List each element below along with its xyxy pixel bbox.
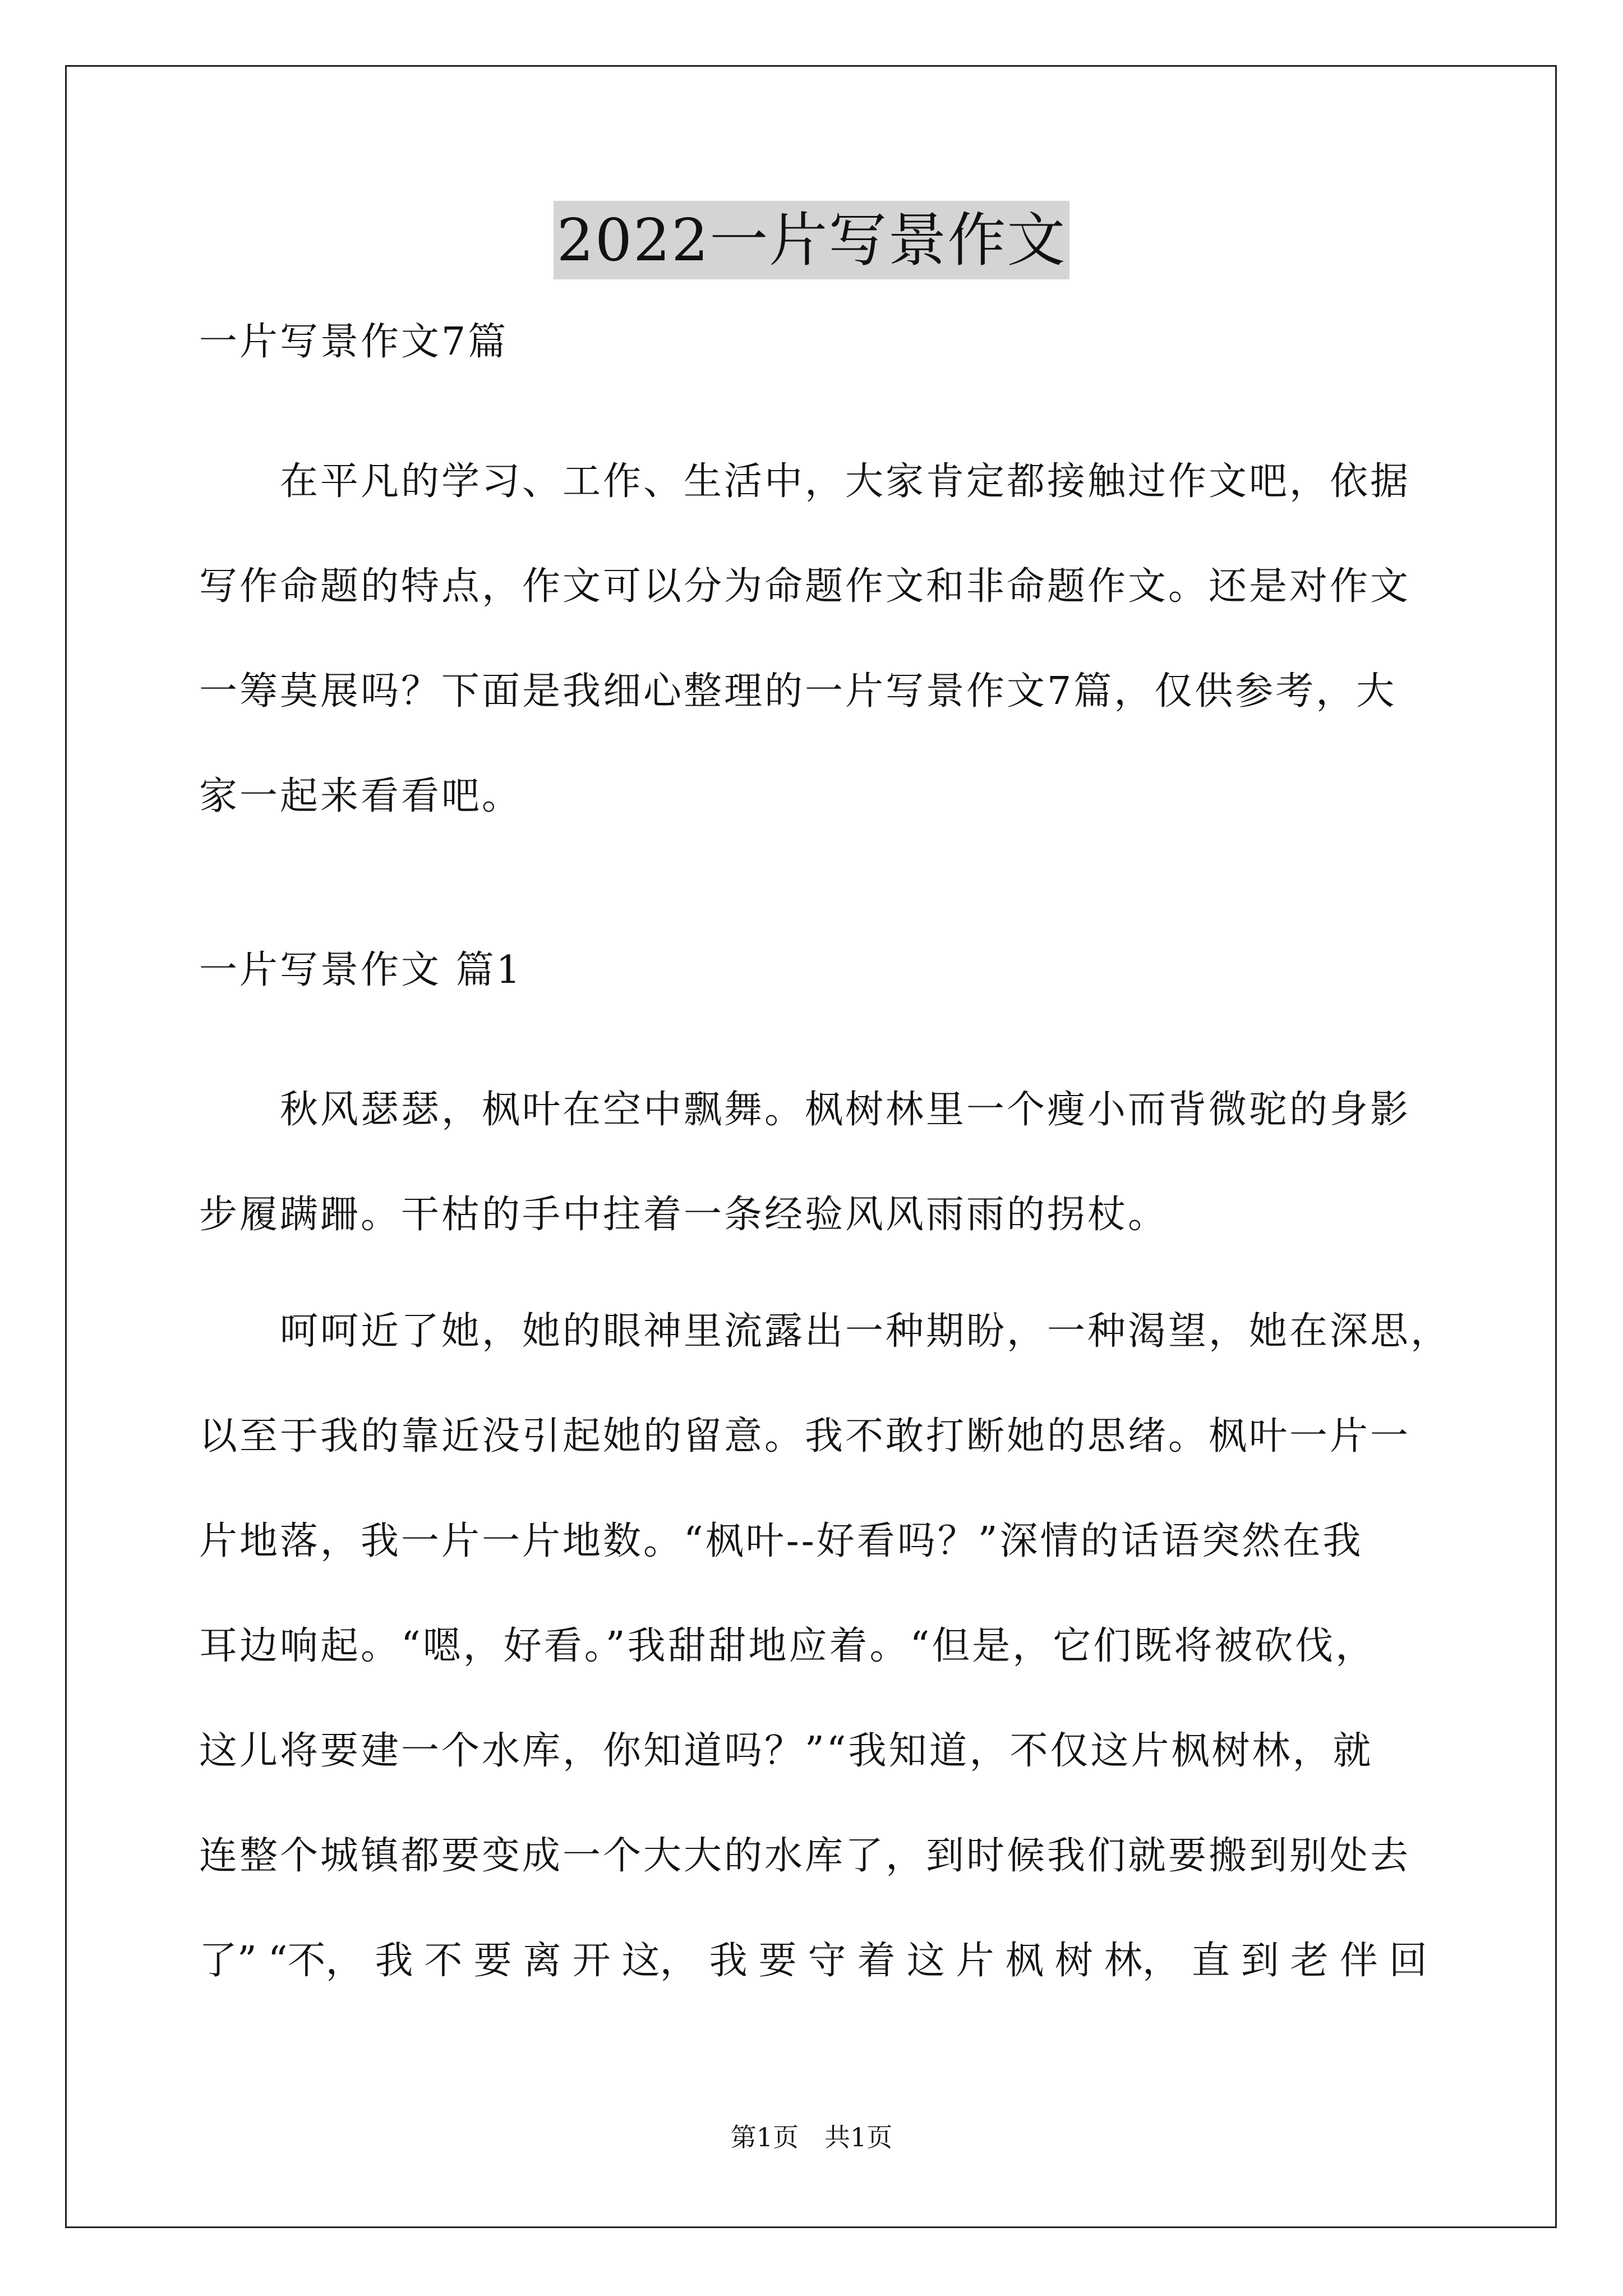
paragraph-line: 连整个城镇都要变成一个大大的水库了，到时候我们就要搬到别处去 xyxy=(199,1834,1411,1878)
section-heading: 一片写景作文 篇1 xyxy=(199,948,523,992)
justified-word: 我 xyxy=(375,1939,413,1983)
justified-word: 伴 xyxy=(1339,1939,1378,1983)
justified-word: 直 xyxy=(1191,1939,1230,1983)
justified-word: 这 xyxy=(906,1939,945,1983)
paragraph-line: 写作命题的特点，作文可以分为命题作文和非命题作文。还是对作文 xyxy=(199,564,1411,609)
paragraph-line: 秋风瑟瑟，枫叶在空中飘舞。枫树林里一个瘦小而背微驼的身影 xyxy=(199,1088,1411,1132)
paragraph-line-justified xyxy=(199,1908,1427,2013)
justified-word: 要 xyxy=(758,1939,797,1983)
justified-word: 片 xyxy=(956,1939,994,1983)
justified-word: 这， xyxy=(621,1939,698,1983)
paragraph-line: 一筹莫展吗？下面是我细心整理的一片写景作文7篇，仅供参考，大 xyxy=(199,669,1397,714)
justified-word: 林， xyxy=(1104,1939,1181,1983)
document-subtitle: 一片写景作文7篇 xyxy=(199,320,509,364)
paragraph-line: 家一起来看看吧。 xyxy=(199,774,523,818)
document-title: 2022一片写景作文 xyxy=(554,201,1070,279)
intro-paragraph xyxy=(199,429,1427,849)
justified-word: 树 xyxy=(1054,1939,1093,1983)
justified-word: 我 xyxy=(709,1939,748,1983)
justified-word: 开 xyxy=(572,1939,611,1983)
justified-word: 枫 xyxy=(1005,1939,1044,1983)
paragraph-line: 呵呵近了她，她的眼神里流露出一种期盼，一种渴望，她在深思， xyxy=(199,1309,1451,1354)
justified-word: 到 xyxy=(1241,1939,1279,1983)
paragraph-line: 以至于我的靠近没引起她的留意。我不敢打断她的思绪。枫叶一片一 xyxy=(199,1414,1411,1458)
justified-word: 离 xyxy=(523,1939,561,1983)
title-wrap xyxy=(0,201,1623,279)
justified-word: 了” xyxy=(199,1939,257,1983)
justified-word: 回 xyxy=(1389,1939,1427,1983)
paragraph-line: 在平凡的学习、工作、生活中，大家肯定都接触过作文吧，依据 xyxy=(199,459,1411,504)
justified-word: 老 xyxy=(1290,1939,1329,1983)
paragraph-2 xyxy=(199,1279,1451,2013)
paragraph-line: 步履蹒跚。干枯的手中拄着一条经验风风雨雨的拐杖。 xyxy=(199,1193,1169,1237)
paragraph-line: 这儿将要建一个水库，你知道吗？”“我知道，不仅这片枫树林，就 xyxy=(199,1729,1373,1773)
justified-word: “不， xyxy=(268,1939,364,1983)
paragraph-1 xyxy=(199,1057,1427,1267)
justified-word: 着 xyxy=(857,1939,896,1983)
page-footer: 第1页 共1页 xyxy=(730,2122,893,2152)
justified-word: 不 xyxy=(424,1939,463,1983)
justified-word: 要 xyxy=(473,1939,512,1983)
justified-word: 守 xyxy=(808,1939,846,1983)
paragraph-line: 耳边响起。“嗯，好看。”我甜甜地应着。“但是，它们既将被砍伐， xyxy=(199,1624,1376,1668)
paragraph-line: 片地落，我一片一片地数。“枫叶--好看吗？”深情的话语突然在我 xyxy=(199,1519,1363,1563)
